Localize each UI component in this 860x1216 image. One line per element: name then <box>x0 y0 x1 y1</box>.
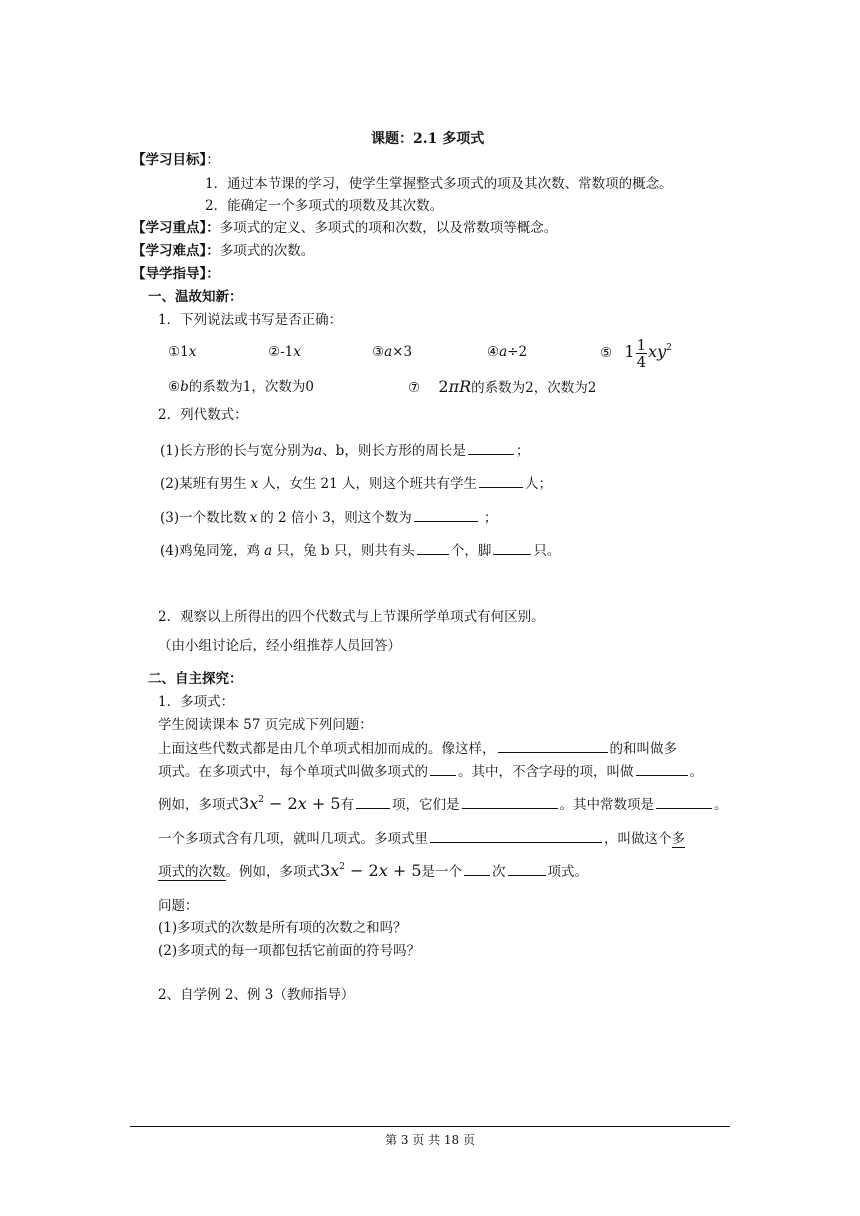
fraction-denominator: 4 <box>636 353 647 371</box>
question-2: (2)多项式的每一项都包括它前面的符号吗？ <box>158 943 421 959</box>
objective-item-1: 1．通过本节课的学习，使学生掌握整式多项式的项及其次数、常数项的概念。 <box>205 176 673 192</box>
option-value: 1 <box>180 344 189 360</box>
text: ，叫做这个 <box>604 831 672 847</box>
text: 项式。在多项式中，每个单项式叫做多项式的 <box>158 764 428 780</box>
explore-heading: 二、自主探究： <box>148 671 243 687</box>
text: 上面这些代数式都是由几个单项式相加而成的。像这样， <box>158 741 496 757</box>
option-1 <box>168 343 196 361</box>
explore-p3 <box>158 795 728 814</box>
objectives-colon: ： <box>206 152 220 168</box>
expression-term: + 5 <box>387 861 422 880</box>
option-variable: a <box>499 344 508 360</box>
option-7 <box>408 378 596 397</box>
text: 次 <box>492 864 506 880</box>
expression-variable: x <box>378 861 388 880</box>
exponent: 2 <box>258 795 264 805</box>
expression-term: 3 <box>239 794 250 813</box>
review-q3: 2．观察以上所得出的四个代数式与上节课所学单项式有何区别。 <box>158 609 545 625</box>
review-q1: 1．下列说法或书写是否正确： <box>158 312 343 328</box>
text: 人； <box>525 476 553 492</box>
option-mark: ⑥ <box>168 379 181 395</box>
explore-h1: 1．多项式： <box>158 694 235 710</box>
option-text: 的系数为1，次数为0 <box>188 379 314 395</box>
option-mark: ⑤ <box>600 345 613 361</box>
variable: a <box>314 443 323 459</box>
sub-question-1 <box>160 441 529 460</box>
mixed-number-whole: 1 <box>624 342 635 361</box>
text: 只。 <box>533 543 561 559</box>
answer-blank[interactable] <box>430 762 456 776</box>
exponent: 2 <box>339 862 345 872</box>
answer-blank[interactable] <box>508 862 546 876</box>
fraction-numerator: 1 <box>636 336 647 354</box>
answer-blank[interactable] <box>430 829 602 843</box>
text: (3)一个数比数 <box>160 510 247 526</box>
guide-heading: 【导学指导】： <box>132 266 220 282</box>
answer-blank[interactable] <box>498 739 608 753</box>
text: 。其中，不含字母的项，叫做 <box>458 764 634 780</box>
option-value: -1 <box>280 344 294 360</box>
difficulty-heading: 【学习难点】： <box>132 243 220 259</box>
option-variable: xy <box>648 342 667 361</box>
answer-blank[interactable] <box>479 474 523 488</box>
text: 只，兔 b 只，则共有头 <box>276 543 415 559</box>
expression-variable: x <box>330 861 340 880</box>
option-value: ÷2 <box>507 344 528 360</box>
text: (1)长方形的长与宽分别为 <box>160 443 315 459</box>
question-1: (1)多项式的次数是所有项的次数之和吗？ <box>158 920 407 936</box>
option-3 <box>372 343 412 361</box>
text: ； <box>483 510 498 526</box>
difficulty-text: 多项式的次数。 <box>219 243 315 259</box>
option-4 <box>487 343 527 361</box>
text: 。例如，多项式 <box>225 864 320 880</box>
option-2 <box>268 343 301 361</box>
sub-question-4 <box>160 541 560 560</box>
expression-term: − 2 <box>263 794 298 813</box>
objectives-heading: 【学习目标】 <box>132 152 207 168</box>
option-variable: R <box>459 377 472 396</box>
explore-p4 <box>158 829 685 848</box>
option-text: 的系数为2，次数为2 <box>471 380 597 396</box>
text: 例如，多项式 <box>158 797 239 813</box>
answer-blank[interactable] <box>417 541 449 555</box>
question-heading: 问题： <box>158 898 199 914</box>
text: 项式。 <box>547 864 589 880</box>
text: 的 2 倍小 3，则这个数为 <box>260 510 412 526</box>
keypoints-line <box>132 219 557 237</box>
page-title: 课题：2.1 多项式 <box>371 131 485 147</box>
variable: a <box>264 543 273 559</box>
difficulty-line <box>132 242 314 260</box>
text: 。 <box>714 797 728 813</box>
text: (4)鸡兔同笼，鸡 <box>160 543 261 559</box>
option-mark: ① <box>168 344 181 360</box>
option-mark: ② <box>268 344 281 360</box>
option-mark: ④ <box>487 344 500 360</box>
objective-item-2: 2．能确定一个多项式的项数及其次数。 <box>205 198 444 214</box>
keypoints-text: 多项式的定义、多项式的项和次数，以及常数项等概念。 <box>219 220 558 236</box>
answer-blank[interactable] <box>414 508 478 522</box>
expression-term: 3 <box>320 861 331 880</box>
answer-blank[interactable] <box>468 441 514 455</box>
keypoints-heading: 【学习重点】： <box>132 220 220 236</box>
sub-question-2 <box>160 474 552 493</box>
review-q3-note: （由小组讨论后，经小组推荐人员回答） <box>158 638 401 654</box>
explore-read: 学生阅读课本 57 页完成下列问题： <box>158 717 373 733</box>
expression-term: + 5 <box>306 794 341 813</box>
option-6 <box>168 378 314 396</box>
option-variable: b <box>180 379 189 395</box>
answer-blank[interactable] <box>656 795 712 809</box>
page-footer: 第 3 页 共 18 页 <box>385 1133 475 1147</box>
answer-blank[interactable] <box>636 762 688 776</box>
answer-blank[interactable] <box>493 541 531 555</box>
option-variable: x <box>188 344 197 360</box>
variable: x <box>249 510 258 526</box>
text: 、b，则长方形的周长是 <box>322 443 466 459</box>
option-variable: a <box>384 344 393 360</box>
explore-p5 <box>158 862 588 881</box>
underlined-term: 项式的次数 <box>158 864 226 880</box>
expression-variable: x <box>249 794 259 813</box>
text: 项，它们是 <box>392 797 460 813</box>
underlined-term: 多 <box>671 831 685 847</box>
answer-blank[interactable] <box>356 795 390 809</box>
fraction <box>636 337 648 370</box>
text: 个，脚 <box>450 543 492 559</box>
variable: x <box>250 476 259 492</box>
text: ； <box>515 443 530 459</box>
answer-blank[interactable] <box>462 795 558 809</box>
exponent: 2 <box>666 343 672 353</box>
text: (2)某班有男生 <box>160 476 247 492</box>
text: 。其中常数项是 <box>559 797 655 813</box>
option-value: ×3 <box>392 344 413 360</box>
sub-question-3 <box>160 508 497 527</box>
option-5 <box>600 336 672 370</box>
explore-p1 <box>158 739 677 758</box>
text: 人，女生 21 人，则这个班共有学生 <box>262 476 478 492</box>
option-mark: ⑦ <box>408 380 421 396</box>
option-value: 2 <box>438 377 449 396</box>
review-q2: 2．列代数式： <box>158 407 248 423</box>
option-mark: ③ <box>372 344 385 360</box>
text: 的和叫做多 <box>609 741 677 757</box>
expression-variable: x <box>297 794 307 813</box>
expression-term: − 2 <box>344 861 379 880</box>
text: 一个多项式含有几项，就叫几项式。多项式里 <box>158 831 428 847</box>
option-variable: x <box>293 344 301 360</box>
text: 有 <box>340 797 355 813</box>
answer-blank[interactable] <box>464 862 490 876</box>
objectives-line <box>132 151 220 169</box>
text: 是一个 <box>421 864 463 880</box>
text: 。 <box>689 764 703 780</box>
footer-divider <box>130 1126 730 1127</box>
self-study: 2、自学例 2、例 3（教师指导） <box>158 987 355 1003</box>
pi-symbol: π <box>448 377 460 396</box>
explore-p2 <box>158 762 703 781</box>
review-heading: 一、温故知新： <box>148 289 243 305</box>
